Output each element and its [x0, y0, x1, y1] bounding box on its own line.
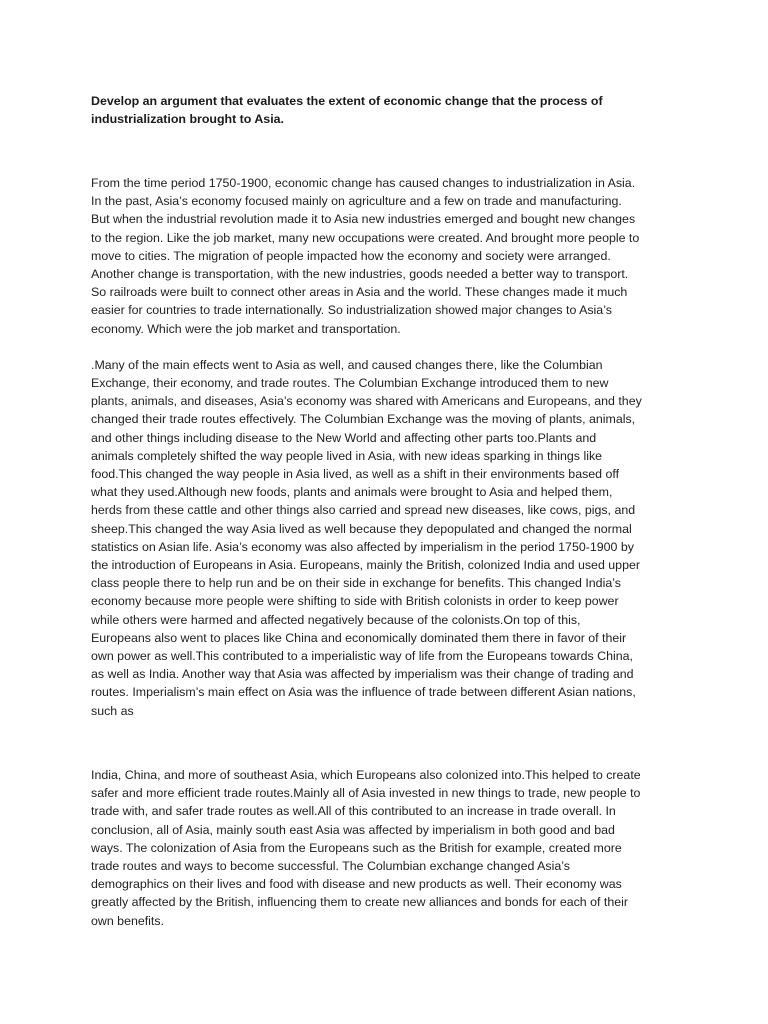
- text-line: class people there to help run and be on their side in exchange for benefits. This changed India’s: [91, 576, 621, 591]
- text-line: the introduction of Europeans in Asia. Europeans, mainly the British, colonized India and used upper: [91, 558, 640, 573]
- text-line: what they used.Although new foods, plants and animals were brought to Asia and helped them,: [91, 485, 613, 500]
- text-line: statistics on Asian life. Asia’s economy was also affected by imperialism in the period 1750-1900 by: [91, 539, 634, 554]
- text-line: economy because more people were shifting to side with British colonists in order to keep power: [91, 594, 619, 609]
- text-line: So railroads were built to connect other areas in Asia and the world. These changes made it much: [91, 285, 628, 300]
- text-line: safer and more efficient trade routes.Mainly all of Asia invested in new things to trade, new people to: [91, 786, 641, 801]
- text-line: conclusion, all of Asia, mainly south east Asia was affected by imperialism in both good and bad: [91, 822, 615, 837]
- document-page: [91, 92, 687, 930]
- text-line: food.This changed the way people in Asia lived, as well as a shift in their environments based off: [91, 467, 620, 482]
- text-line: trade with, and safer trade routes as well.All of this contributed to an increase in trade overall. In: [91, 804, 616, 819]
- text-line: But when the industrial revolution made it to Asia new industries emerged and bought new changes: [91, 212, 636, 227]
- text-line: greatly affected by the British, influencing them to create new alliances and bonds for each of their: [91, 895, 629, 910]
- title-line: Develop an argument that evaluates the extent of economic change that the process of: [91, 94, 603, 108]
- document-title: [91, 92, 687, 128]
- text-line: move to cities. The migration of people impacted how the economy and society were arranged.: [91, 248, 611, 263]
- text-line: Another change is transportation, with the new industries, goods needed a better way to transport.: [91, 267, 629, 282]
- paragraph-2: [91, 356, 687, 720]
- text-line: plants, animals, and diseases, Asia’s economy was shared with Americans and Europeans, and they: [91, 394, 642, 409]
- text-line: sheep.This changed the way Asia lived as well because they depopulated and changed the normal: [91, 521, 632, 536]
- text-line: easier for countries to trade internationally. So industrialization showed major changes to Asia’s: [91, 303, 612, 318]
- text-line: to the region. Like the job market, many new occupations were created. And brought more people to: [91, 230, 640, 245]
- text-line: routes. Imperialism’s main effect on Asia was the influence of trade between different Asian nations,: [91, 685, 636, 700]
- text-line: animals completely shifted the way people lived in Asia, with new ideas sparking in things like: [91, 448, 603, 463]
- text-line: herds from these cattle and other things also carried and spread new diseases, like cows, pigs, and: [91, 503, 636, 518]
- text-line: ways. The colonization of Asia from the Europeans such as the British for example, created more: [91, 840, 622, 855]
- text-line: Europeans also went to places like China and economically dominated them there in favor of their: [91, 630, 627, 645]
- text-line: trade routes and ways to become successful. The Columbian exchange changed Asia’s: [91, 858, 570, 873]
- text-line: changed their trade routes effectively. The Columbian Exchange was the moving of plants, animals,: [91, 412, 636, 427]
- text-line: own power as well.This contributed to a imperialistic way of life from the Europeans towards China,: [91, 649, 633, 664]
- paragraph-3: [91, 766, 687, 930]
- text-line: In the past, Asia’s economy focused mainly on agriculture and a few on trade and manufacturing.: [91, 194, 622, 209]
- text-line: economy. Which were the job market and transportation.: [91, 321, 401, 336]
- text-line: demographics on their lives and food with disease and new products as well. Their economy was: [91, 877, 622, 892]
- text-line: as well as India. Another way that Asia was affected by imperialism was their change of trading and: [91, 667, 634, 682]
- title-line: industrialization brought to Asia.: [91, 112, 284, 126]
- text-line: while others were harmed and affected negatively because of the colonists.On top of this,: [91, 612, 581, 627]
- text-line: India, China, and more of southeast Asia, which Europeans also colonized into.This helped to create: [91, 767, 641, 782]
- text-line: .Many of the main effects went to Asia as well, and caused changes there, like the Columbian: [91, 357, 603, 372]
- text-line: and other things including disease to the New World and affecting other parts too.Plants and: [91, 430, 597, 445]
- paragraph-1: [91, 174, 687, 338]
- text-line: own benefits.: [91, 913, 165, 928]
- text-line: From the time period 1750-1900, economic change has caused changes to industrialization in Asia.: [91, 176, 636, 190]
- text-line: Exchange, their economy, and trade routes. The Columbian Exchange introduced them to new: [91, 376, 609, 391]
- text-line: such as: [91, 703, 134, 718]
